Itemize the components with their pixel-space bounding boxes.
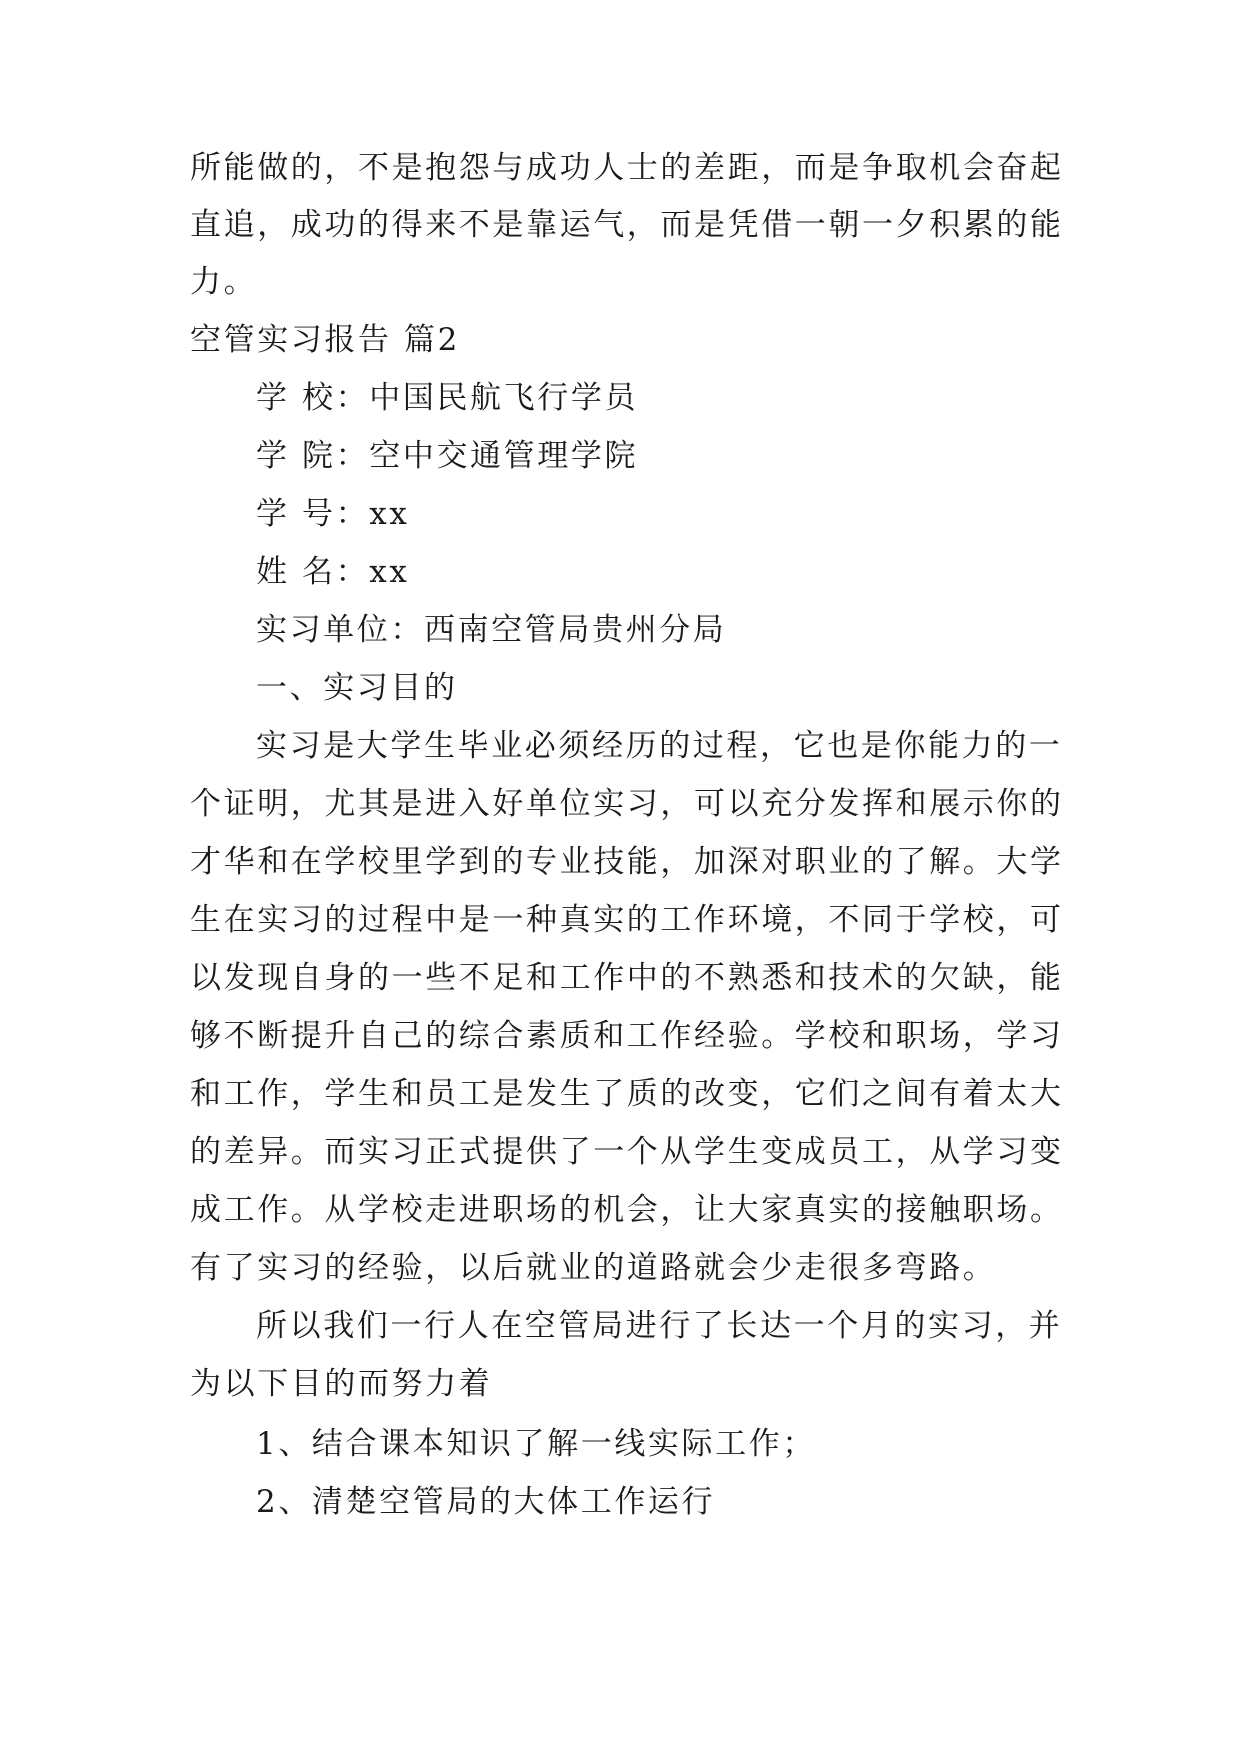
text-line: 个证明，尤其是进入好单位实习，可以充分发挥和展示你的: [190, 786, 1064, 822]
info-internship-unit: 实习单位：西南空管局贵州分局: [256, 612, 727, 648]
list-item: 1、结合课本知识了解一线实际工作；: [256, 1426, 816, 1462]
info-school: 学 校：中国民航飞行学员: [256, 380, 639, 416]
text-line: 的差异。而实习正式提供了一个从学生变成员工，从学习变: [190, 1134, 1064, 1170]
text-line: 成工作。从学校走进职场的机会，让大家真实的接触职场。: [190, 1192, 1064, 1228]
text-line: 生在实习的过程中是一种真实的工作环境，不同于学校，可: [190, 902, 1064, 938]
text-line: 实习是大学生毕业必须经历的过程，它也是你能力的一: [256, 728, 1063, 764]
info-college: 学 院：空中交通管理学院: [256, 438, 639, 474]
text-line: 直追，成功的得来不是靠运气，而是凭借一朝一夕积累的能: [190, 207, 1064, 243]
text-line: 所以我们一行人在空管局进行了长达一个月的实习，并: [256, 1308, 1063, 1344]
section-heading: 空管实习报告 篇2: [190, 322, 460, 358]
text-line: 才华和在学校里学到的专业技能，加深对职业的了解。大学: [190, 844, 1064, 880]
text-line: 够不断提升自己的综合素质和工作经验。学校和职场，学习: [190, 1018, 1064, 1054]
subsection-heading: 一、实习目的: [256, 670, 458, 706]
text-line: 所能做的，不是抱怨与成功人士的差距，而是争取机会奋起: [190, 150, 1064, 186]
info-name: 姓 名：xx: [256, 554, 410, 590]
text-line: 为以下目的而努力着: [190, 1366, 493, 1402]
text-line: 力。: [190, 264, 258, 300]
text-line: 有了实习的经验，以后就业的道路就会少走很多弯路。: [190, 1250, 997, 1286]
text-line: 和工作，学生和员工是发生了质的改变，它们之间有着太大: [190, 1076, 1064, 1112]
list-item: 2、清楚空管局的大体工作运行: [256, 1484, 716, 1520]
text-line: 以发现自身的一些不足和工作中的不熟悉和技术的欠缺，能: [190, 960, 1064, 996]
info-student-id: 学 号：xx: [256, 496, 410, 532]
